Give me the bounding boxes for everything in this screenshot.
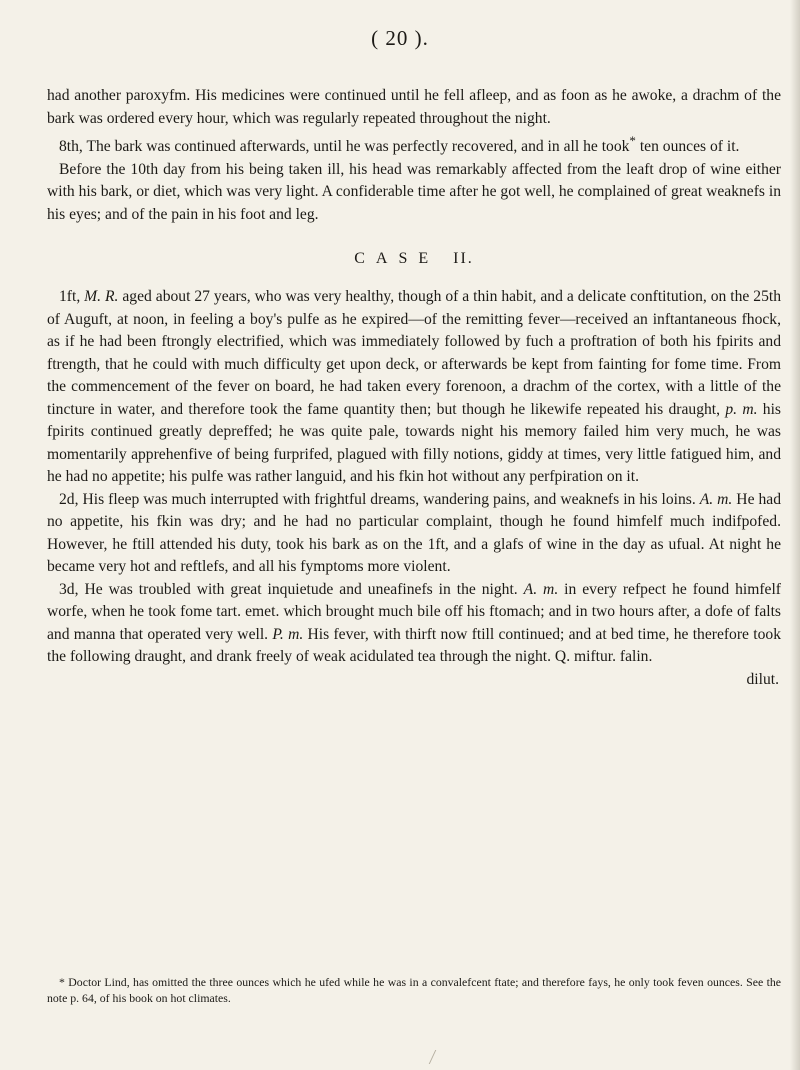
paragraph-3d-start: 3d, He was troubled with great inquietude and uneafinefs in the night.	[59, 580, 524, 598]
patient-initials: M. R.	[84, 288, 119, 306]
ante-meridiem-2d: A. m.	[699, 490, 733, 508]
paragraph-2d-start: 2d, His fleep was much interrupted with frightful dreams, wandering pains, and weaknefs in his loins.	[59, 490, 700, 508]
post-meridiem-3d: P. m.	[272, 625, 304, 643]
paragraph-2d	[47, 489, 781, 579]
paragraph-10th-day: Before the 10th day from his being taken ill, his head was remarkably affected from the leaft drop of wine either with his bark, or diet, which was very light. A confiderable time after he got well, he complained of great weaknefs in his eyes; and of the pain in his foot and leg.	[47, 160, 781, 223]
case-number: II.	[453, 250, 474, 268]
stray-pen-mark	[429, 1050, 447, 1064]
paragraph-8th	[47, 130, 781, 159]
footnote-marker: *	[629, 133, 636, 148]
paragraph-3d-middle: in every refpect he found himfelf worfe, when he took fome tart. emet. which brought much bile off his ftomach; and in two hours after, a dofe of falts and manna that operated very well.	[47, 580, 781, 643]
footnote: * Doctor Lind, has omitted the three ounces which he ufed while he was in a convalefcent ftate; and therefore fays, he only took feven ounces. See the note p. 64, of his book on hot climates.	[47, 975, 781, 1005]
page-number: ( 20 ).	[371, 26, 429, 50]
page-edge-shadow	[790, 0, 800, 1070]
catchword: dilut.	[746, 670, 779, 688]
paragraph-1: had another paroxyfm. His medicines were continued until he fell afleep, and as foon as he awoke, a drachm of the bark was ordered every hour, which was regularly repeated throughout the night.	[47, 87, 781, 127]
case-heading	[47, 250, 781, 268]
paragraph-1st	[47, 286, 781, 489]
paragraph-2d-end: He had no appetite, his fkin was dry; and he had no particular complaint, though he found himfelf much indifpofed. However, he ftill attended his duty, took his bark as on the 1ft, and a glafs of wine in the day as ufual. At night he became very hot and reftlefs, and all his fymptoms more violent.	[47, 490, 781, 576]
ante-meridiem-3d: A. m.	[523, 580, 559, 598]
case-label: CASE	[354, 250, 440, 268]
paragraph-3d-end: His fever, with thirft now ftill continued; and at bed time, he therefore took the following draught, and drank freely of weak acidulated tea through the night. Q. miftur. falin.	[47, 625, 781, 666]
paragraph-1st-start: 1ft,	[59, 288, 85, 306]
paragraph-1st-body: aged about 27 years, who was very healthy, though of a thin habit, and a delicate conftitution, on the 25th of Auguft, at noon, in feeling a boy's pulfe as he expired—of the remitting fever—received an inftantaneous fhock, as if he had been ftrongly electrified, which was immediately followed by fuch a proftration of both his fpirits and ftrength, that he could with much difficulty get upon deck, or afterwards be kept from fainting for fome time. From the commencement of the fever on board, he had taken every forenoon, a drachm of the cortex, with a little of the tincture in water, and therefore took the fame quantity then; but though he likewife repeated his draught,	[47, 288, 781, 418]
paragraph-1st-end: his fpirits continued greatly depreffed; he was quite pale, towards night his memory failed him very much, he was momentarily apprehenfive of being furprifed, plagued with filly notions, giddy at times, very little fatigued him, and he had no appetite; his pulfe was rather languid, and his fkin hot without any perfpiration on it.	[47, 400, 781, 486]
paragraph-8th-end: ten ounces of it.	[635, 138, 740, 156]
paragraph-3d	[47, 579, 781, 669]
paragraph-8th-text: 8th, The bark was continued afterwards, until he was perfectly recovered, and in all he took	[59, 138, 630, 156]
post-meridiem: p. m.	[725, 400, 758, 418]
body-text	[47, 85, 781, 691]
